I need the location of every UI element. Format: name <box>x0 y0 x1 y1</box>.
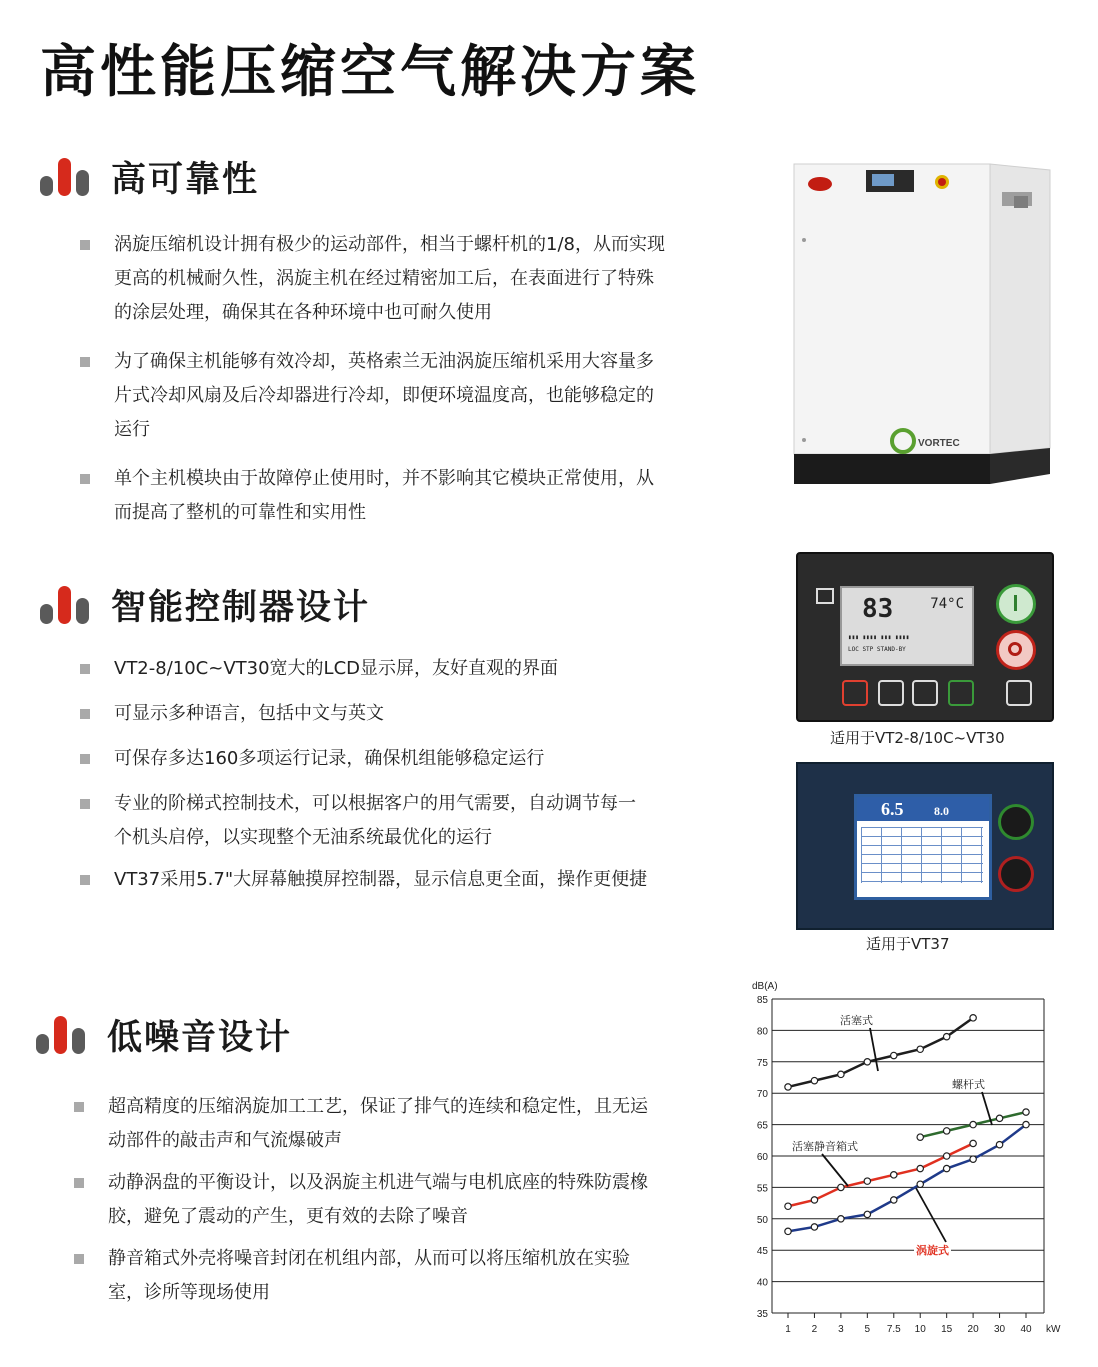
series-label: 涡旋式 <box>916 1244 949 1257</box>
up-key-icon <box>878 680 904 706</box>
section-header-reliability <box>40 152 259 202</box>
data-point <box>970 1121 976 1127</box>
series-line <box>788 1018 973 1087</box>
data-point <box>864 1211 870 1217</box>
brand-logo-text: VORTEC <box>918 438 960 449</box>
y-tick-label: 80 <box>756 1026 768 1038</box>
data-point <box>811 1224 817 1230</box>
x-tick-label: 3 <box>838 1324 844 1335</box>
data-point <box>811 1077 817 1083</box>
data-point <box>943 1128 949 1134</box>
bullet-list-reliability <box>80 228 760 530</box>
series-label-arrow <box>916 1188 946 1242</box>
y-tick-label: 60 <box>756 1152 768 1163</box>
controller-panel-lcd <box>796 552 1054 722</box>
data-point <box>864 1059 870 1065</box>
y-tick-label: 85 <box>756 995 768 1006</box>
list-item: 超高精度的压缩涡旋加工工艺，保证了排气的连续和稳定性，且无运 动部件的敲击声和气流爆破声 <box>74 1090 744 1158</box>
series-label: 活塞式 <box>840 1014 873 1027</box>
data-point <box>838 1071 844 1077</box>
data-point <box>811 1197 817 1203</box>
start-button <box>996 584 1036 624</box>
data-point <box>996 1115 1002 1121</box>
x-tick-label: 10 <box>914 1324 926 1335</box>
data-point <box>917 1181 923 1187</box>
y-tick-label: 50 <box>756 1214 768 1226</box>
reset-key-icon <box>1006 680 1032 706</box>
y-tick-label: 70 <box>756 1089 768 1101</box>
data-point <box>943 1033 949 1039</box>
series-label-arrow <box>870 1028 878 1071</box>
bullet-square-icon <box>80 240 90 250</box>
x-tick-label: 1 <box>785 1324 791 1335</box>
y-axis-label: dB(A) <box>752 981 778 992</box>
series-label: 螺杆式 <box>952 1078 985 1091</box>
data-point <box>891 1197 897 1203</box>
bullet-square-icon <box>80 799 90 809</box>
enter-key-icon <box>948 680 974 706</box>
list-item: VT37采用5.7"大屏幕触摸屏控制器，显示信息更全面，操作更便捷 <box>80 863 760 897</box>
start-button <box>998 804 1034 840</box>
data-point <box>891 1052 897 1058</box>
x-axis-label: kW <box>1046 1324 1061 1335</box>
controller-caption: 适用于VT2-8/10C~VT30 <box>830 729 1005 747</box>
section-header-controller <box>40 580 370 630</box>
bullet-square-icon <box>74 1254 84 1264</box>
data-point <box>943 1165 949 1171</box>
pressure-readout: 6.5 <box>881 799 904 819</box>
list-item: VT2-8/10C~VT30宽大的LCD显示屏，友好直观的界面 <box>80 652 760 686</box>
y-tick-label: 40 <box>756 1277 768 1289</box>
list-item: 可显示多种语言，包括中文与英文 <box>80 697 760 731</box>
down-key-icon <box>912 680 938 706</box>
section-title: 低噪音设计 <box>107 1018 293 1058</box>
data-point <box>785 1228 791 1234</box>
data-point <box>785 1203 791 1209</box>
data-point <box>996 1141 1002 1147</box>
x-tick-label: 15 <box>941 1324 953 1335</box>
data-point <box>785 1084 791 1090</box>
section-header-low-noise <box>36 1010 292 1060</box>
touch-screen <box>854 794 992 900</box>
bullet-square-icon <box>80 754 90 764</box>
section-title: 智能控制器设计 <box>111 588 371 628</box>
pressure-readout: 83 <box>862 594 894 624</box>
list-item: 涡旋压缩机设计拥有极少的运动部件，相当于螺杆机的1/8，从而实现 更高的机械耐久性，涡旋主机在经过精密加工后，在表面进行了特殊 的涂层处理，确保其在各种环境中也可耐久使用 <box>80 228 760 330</box>
data-point <box>917 1165 923 1171</box>
data-point <box>970 1015 976 1021</box>
data-point <box>838 1184 844 1190</box>
section-title: 高可靠性 <box>111 160 260 200</box>
data-point <box>970 1140 976 1146</box>
stop-button <box>998 856 1034 892</box>
y-tick-label: 35 <box>756 1309 768 1320</box>
bullet-list-low-noise <box>74 1090 744 1310</box>
x-tick-label: 30 <box>993 1324 1006 1335</box>
data-point <box>1023 1109 1029 1115</box>
bullet-square-icon <box>74 1102 84 1112</box>
controller-panel-touchscreen <box>796 762 1054 930</box>
bullet-list-controller <box>80 652 760 897</box>
series-label-arrow <box>822 1154 848 1186</box>
menu-icon <box>816 588 834 604</box>
data-point <box>1023 1121 1029 1127</box>
status-table-grid <box>861 827 983 883</box>
list-item: 为了确保主机能够有效冷却，英格索兰无油涡旋压缩机采用大容量多 片式冷却风扇及后冷却器进行冷却，即便环境温度高，也能够稳定的 运行 <box>80 345 760 447</box>
data-point <box>943 1153 949 1159</box>
list-item: 静音箱式外壳将噪音封闭在机组内部，从而可以将压缩机放在实验 室，诊所等现场使用 <box>74 1242 744 1310</box>
data-point <box>970 1156 976 1162</box>
data-point <box>891 1172 897 1178</box>
y-tick-label: 75 <box>756 1057 768 1069</box>
x-tick-label: 2 <box>811 1324 818 1335</box>
data-point <box>917 1134 923 1140</box>
bar-chart-icon <box>40 586 89 624</box>
bullet-square-icon <box>80 875 90 885</box>
bullet-square-icon <box>80 357 90 367</box>
x-tick-label: 40 <box>1020 1324 1032 1335</box>
lcd-status-row: LOC STP STAND-BY <box>848 646 906 653</box>
y-tick-label: 55 <box>756 1183 768 1195</box>
bullet-square-icon <box>80 664 90 674</box>
series-label: 活塞静音箱式 <box>792 1140 858 1153</box>
bullet-square-icon <box>74 1178 84 1188</box>
list-item: 单个主机模块由于故障停止使用时，并不影响其它模块正常使用，从 而提高了整机的可靠性和实用性 <box>80 462 760 530</box>
bar-chart-icon <box>40 158 89 196</box>
cancel-key-icon <box>842 680 868 706</box>
setpoint-readout: 8.0 <box>934 804 949 818</box>
x-tick-label: 20 <box>967 1324 979 1335</box>
data-point <box>864 1178 870 1184</box>
data-point <box>838 1216 844 1222</box>
y-tick-label: 45 <box>756 1246 768 1258</box>
x-tick-label: 5 <box>864 1324 871 1335</box>
bar-chart-icon <box>36 1016 85 1054</box>
page-title: 高性能压缩空气解决方案 <box>40 40 700 105</box>
lcd-display <box>840 586 974 666</box>
bullet-square-icon <box>80 474 90 484</box>
controller-caption: 适用于VT37 <box>866 935 950 953</box>
x-tick-label: 7.5 <box>886 1324 901 1335</box>
compressor-image <box>788 156 1058 496</box>
noise-comparison-chart <box>748 978 1068 1358</box>
stop-button <box>996 630 1036 670</box>
y-tick-label: 65 <box>756 1120 768 1132</box>
temperature-readout: 74°C <box>930 596 964 612</box>
list-item: 可保存多达160多项运行记录，确保机组能够稳定运行 <box>80 742 760 776</box>
data-point <box>917 1046 923 1052</box>
lcd-status-row: ▮▮▮ ▮▮▮▮ ▮▮▮ ▮▮▮▮ <box>848 634 910 641</box>
bullet-square-icon <box>80 709 90 719</box>
list-item: 专业的阶梯式控制技术，可以根据客户的用气需要，自动调节每一 个机头启停，以实现整个无油系统最优化的运行 <box>80 787 760 855</box>
list-item: 动静涡盘的平衡设计，以及涡旋主机进气端与电机底座的特殊防震橡 胶，避免了震动的产生，更有效的去除了噪音 <box>74 1166 744 1234</box>
